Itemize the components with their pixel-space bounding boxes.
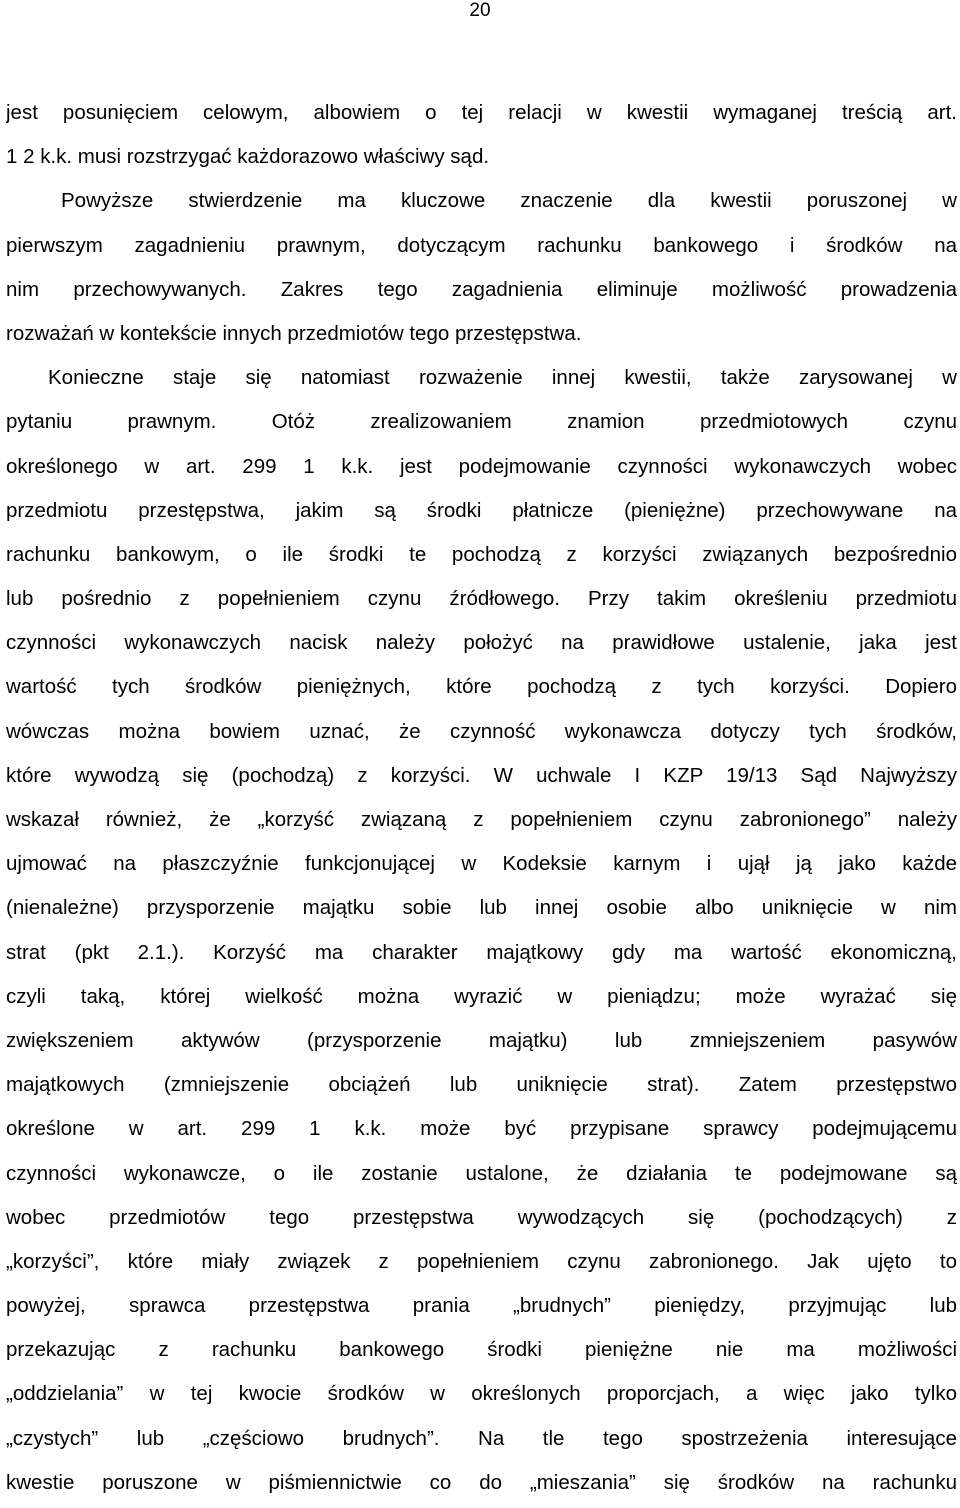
text-line: określonego w art. 299 1 k.k. jest podejmowanie czynności wykonawczych wobec bbox=[6, 454, 957, 478]
text-line: czyli taką, której wielkość można wyrazić w pieniądzu; może wyrażać się bbox=[6, 984, 957, 1008]
text-line: wartość tych środków pieniężnych, które pochodzą z tych korzyści. Dopiero bbox=[6, 675, 957, 699]
text-line: Powyższe stwierdzenie ma kluczowe znaczenie dla kwestii poruszonej w bbox=[61, 189, 957, 213]
text-line: lub pośrednio z popełnieniem czynu źródłowego. Przy takim określeniu przedmiotu bbox=[6, 587, 957, 611]
page-number: 20 bbox=[469, 0, 491, 21]
text-line: zwiększeniem aktywów (przysporzenie majątku) lub zmniejszeniem pasywów bbox=[6, 1028, 957, 1052]
text-line: majątkowych (zmniejszenie obciążeń lub uniknięcie strat). Zatem przestępstwo bbox=[6, 1073, 957, 1097]
text-line: wskazał również, że „korzyść związaną z popełnieniem czynu zabronionego” należy bbox=[6, 808, 957, 831]
text-line: (nienależne) przysporzenie majątku sobie lub innej osobie albo uniknięcie w nim bbox=[6, 896, 957, 920]
text-line: pierwszym zagadnieniu prawnym, dotyczącym rachunku bankowego i środków na bbox=[6, 233, 957, 257]
document-body bbox=[6, 91, 957, 1505]
text-line: czynności wykonawcze, o ile zostanie ustalone, że działania te podejmowane są bbox=[6, 1161, 957, 1185]
text-line: kwestie poruszone w piśmiennictwie co do „mieszania” się środków na rachunku bbox=[6, 1470, 957, 1494]
text-line: przedmiotu przestępstwa, jakim są środki płatnicze (pieniężne) przechowywane na bbox=[6, 498, 957, 522]
text-line: 1 2 k.k. musi rozstrzygać każdorazowo właściwy sąd. bbox=[6, 145, 490, 169]
text-line: rozważań w kontekście innych przedmiotów tego przestępstwa. bbox=[6, 321, 582, 345]
text-line: „oddzielania” w tej kwocie środków w określonych proporcjach, a więc jako tylko bbox=[6, 1382, 957, 1406]
text-line: jest posunięciem celowym, albowiem o tej relacji w kwestii wymaganej treścią art. bbox=[6, 101, 957, 124]
text-line: przekazując z rachunku bankowego środki pieniężne nie ma możliwości bbox=[6, 1338, 957, 1362]
text-line: Konieczne staje się natomiast rozważenie innej kwestii, także zarysowanej w bbox=[48, 366, 957, 390]
text-line: nim przechowywanych. Zakres tego zagadnienia eliminuje możliwość prowadzenia bbox=[6, 277, 957, 301]
text-line: pytaniu prawnym. Otóż zrealizowaniem znamion przedmiotowych czynu bbox=[6, 410, 957, 434]
text-line: które wywodzą się (pochodzą) z korzyści. W uchwale I KZP 19/13 Sąd Najwyższy bbox=[6, 763, 957, 787]
text-line: powyżej, sprawca przestępstwa prania „brudnych” pieniędzy, przyjmując lub bbox=[6, 1294, 957, 1318]
text-line: określone w art. 299 1 k.k. może być przypisane sprawcy podejmującemu bbox=[6, 1117, 957, 1141]
text-line: wówczas można bowiem uznać, że czynność wykonawcza dotyczy tych środków, bbox=[6, 719, 957, 743]
text-line: strat (pkt 2.1.). Korzyść ma charakter majątkowy gdy ma wartość ekonomiczną, bbox=[6, 940, 957, 964]
text-line: czynności wykonawczych nacisk należy położyć na prawidłowe ustalenie, jaka jest bbox=[6, 631, 957, 655]
text-line: rachunku bankowym, o ile środki te pochodzą z korzyści związanych bezpośrednio bbox=[6, 542, 957, 566]
text-line: „korzyści”, które miały związek z popełnieniem czynu zabronionego. Jak ujęto to bbox=[6, 1249, 957, 1273]
text-line: „czystych” lub „częściowo brudnych”. Na tle tego spostrzeżenia interesujące bbox=[6, 1426, 957, 1450]
text-line: wobec przedmiotów tego przestępstwa wywodzących się (pochodzących) z bbox=[6, 1205, 957, 1229]
text-line: ujmować na płaszczyźnie funkcjonującej w Kodeksie karnym i ujął ją jako każde bbox=[6, 852, 957, 876]
